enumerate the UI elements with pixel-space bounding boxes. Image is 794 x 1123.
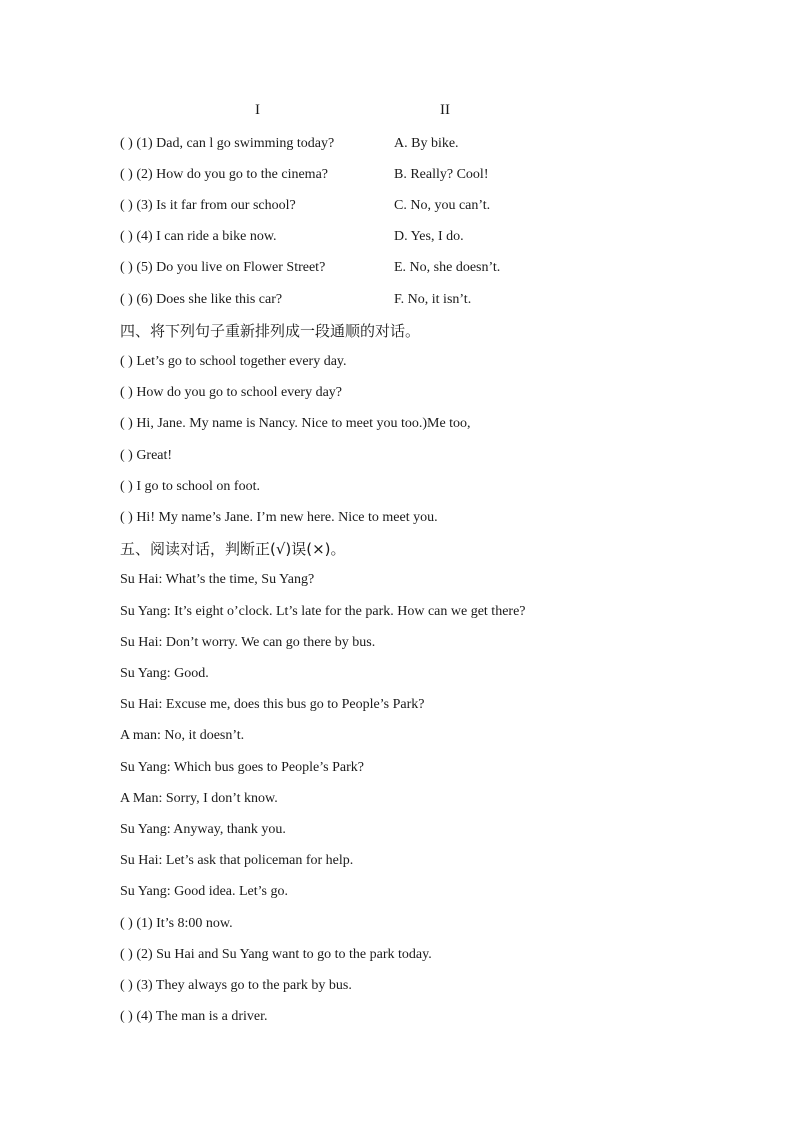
dialogue-line: Su Hai: Excuse me, does this bus go to People’s Park? xyxy=(120,697,425,712)
dialogue-line: A Man: Sorry, I don’t know. xyxy=(120,791,278,806)
dialogue-line: Su Yang: It’s eight o’clock. Lt’s late for the park. How can we get there? xyxy=(120,604,526,619)
tf-question-1: ( ) (1) It’s 8:00 now. xyxy=(120,916,233,931)
dialogue-line: Su Hai: Let’s ask that policeman for help. xyxy=(120,853,354,868)
match-question-6: ( ) (6) Does she like this car? xyxy=(120,292,283,307)
dialogue-line: Su Yang: Which bus goes to People’s Park? xyxy=(120,760,364,775)
match-question-3: ( ) (3) Is it far from our school? xyxy=(120,198,296,213)
section-heading-4: 四、将下列句子重新排列成一段通顺的对话。 xyxy=(120,322,421,340)
reorder-line: ( ) Great! xyxy=(120,448,173,463)
dialogue-line: Su Yang: Good. xyxy=(120,666,209,681)
match-question-1: ( ) (1) Dad, can l go swimming today? xyxy=(120,136,335,151)
dialogue-line: A man: No, it doesn’t. xyxy=(120,728,245,743)
match-answer-d: D. Yes, I do. xyxy=(394,229,464,244)
tf-question-4: ( ) (4) The man is a driver. xyxy=(120,1009,268,1024)
match-question-4: ( ) (4) I can ride a bike now. xyxy=(120,229,277,244)
reorder-line: ( ) I go to school on foot. xyxy=(120,479,260,494)
match-question-5: ( ) (5) Do you live on Flower Street? xyxy=(120,260,326,275)
section-heading-5: 五、阅读对话，判断正(√)误(×)。 xyxy=(120,540,346,558)
reorder-line: ( ) Hi! My name’s Jane. I’m new here. Nice to meet you. xyxy=(120,510,438,525)
match-answer-c: C. No, you can’t. xyxy=(394,198,491,213)
match-question-2: ( ) (2) How do you go to the cinema? xyxy=(120,167,328,182)
dialogue-line: Su Yang: Anyway, thank you. xyxy=(120,822,286,837)
match-answer-f: F. No, it isn’t. xyxy=(394,292,472,307)
tf-question-2: ( ) (2) Su Hai and Su Yang want to go to the park today. xyxy=(120,947,432,962)
reorder-line: ( ) How do you go to school every day? xyxy=(120,385,343,400)
match-answer-e: E. No, she doesn’t. xyxy=(394,260,501,275)
match-answer-a: A. By bike. xyxy=(394,136,459,151)
reorder-line: ( ) Let’s go to school together every day. xyxy=(120,354,347,369)
dialogue-line: Su Hai: Don’t worry. We can go there by bus. xyxy=(120,635,376,650)
column-header-ii: II xyxy=(440,102,450,118)
column-header-i: I xyxy=(255,102,260,118)
reorder-line: ( ) Hi, Jane. My name is Nancy. Nice to meet you too.)Me too, xyxy=(120,416,471,431)
tf-question-3: ( ) (3) They always go to the park by bus. xyxy=(120,978,352,993)
match-answer-b: B. Really? Cool! xyxy=(394,167,489,182)
dialogue-line: Su Yang: Good idea. Let’s go. xyxy=(120,884,288,899)
dialogue-line: Su Hai: What’s the time, Su Yang? xyxy=(120,572,315,587)
